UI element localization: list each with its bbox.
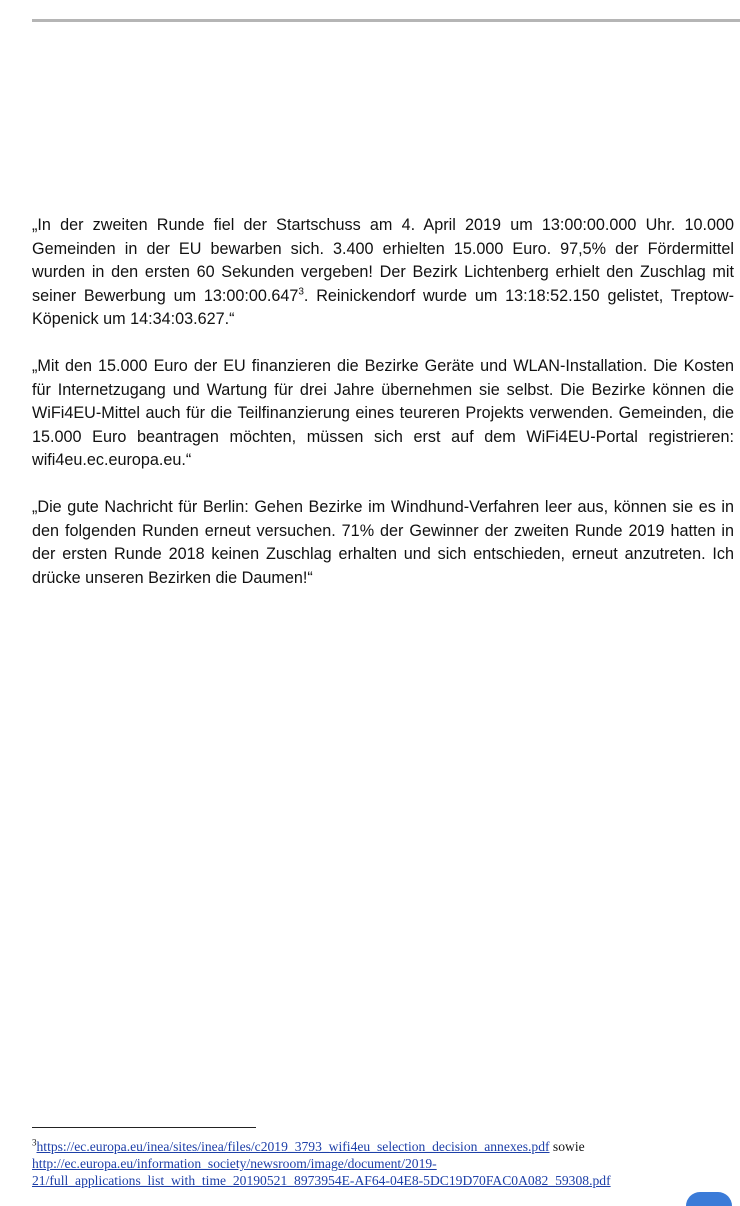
footnote-line-2 [32, 1155, 738, 1172]
footnote-line-1 [32, 1138, 738, 1155]
footnote-line-3 [32, 1172, 738, 1189]
document-body [32, 214, 734, 613]
footnote-link-2-part-1[interactable]: http://ec.europa.eu/information_society/newsroom/image/document/2019- [32, 1156, 437, 1171]
footnote-link-1[interactable]: https://ec.europa.eu/inea/sites/inea/files/c2019_3793_wifi4eu_selection_decision_annexes.pdf [36, 1139, 550, 1154]
footnote-link-2-part-2[interactable]: 21/full_applications_list_with_time_20190521_8973954E-AF64-04E8-5DC19D70FAC0A082_59308.pdf [32, 1173, 611, 1188]
paragraph-1 [32, 214, 734, 332]
footnote [32, 1138, 738, 1189]
paragraph-1-text-start: „In der zweiten Runde fiel der Startschuss am 4. April 2019 um 13:00:00.000 Uhr. 10.000 Gemeinden in der EU bewarben sich. 3.400 erhielten 15.000 Euro. 97,5% der Fördermittel wurden in den ersten 60 Sekunden vergeben! Der Bezirk Lichtenberg erhielt den Zuschlag mit seiner Bewerbung um 13:00:00.647 [32, 216, 734, 305]
footnote-connector: sowie [549, 1139, 585, 1154]
footnote-divider [32, 1127, 256, 1128]
top-divider [32, 19, 740, 22]
footnote-reference[interactable]: 3 [298, 286, 304, 298]
footnote-number: 3 [32, 1137, 37, 1148]
paragraph-3: „Die gute Nachricht für Berlin: Gehen Bezirke im Windhund-Verfahren leer aus, können sie es in den folgenden Runden erneut versuchen. 71% der Gewinner der zweiten Runde 2019 hatten in der ersten Runde 2018 keinen Zuschlag erhalten und sich entschieden, erneut anzutreten. Ich drücke unseren Bezirken die Daumen!“ [32, 497, 734, 587]
paragraph-2: „Mit den 15.000 Euro der EU finanzieren die Bezirke Geräte und WLAN-Installation. Die Kosten für Internetzugang und Wartung für drei Jahre übernehmen sie selbst. Die Bezirke können die WiFi4EU-Mittel auch für die Teilfinanzierung eines teureren Projekts verwenden. Gemeinden, die 15.000 Euro beantragen möchten, müssen sich erst auf dem WiFi4EU-Portal registrieren: wifi4eu.ec.europa.eu.“ [32, 356, 734, 470]
paragraph-1-text-end: . Reinickendorf wurde um 13:18:52.150 gelistet, Treptow-Köpenick um 14:34:03.627.“ [32, 286, 734, 329]
corner-accent-shape [686, 1192, 732, 1206]
